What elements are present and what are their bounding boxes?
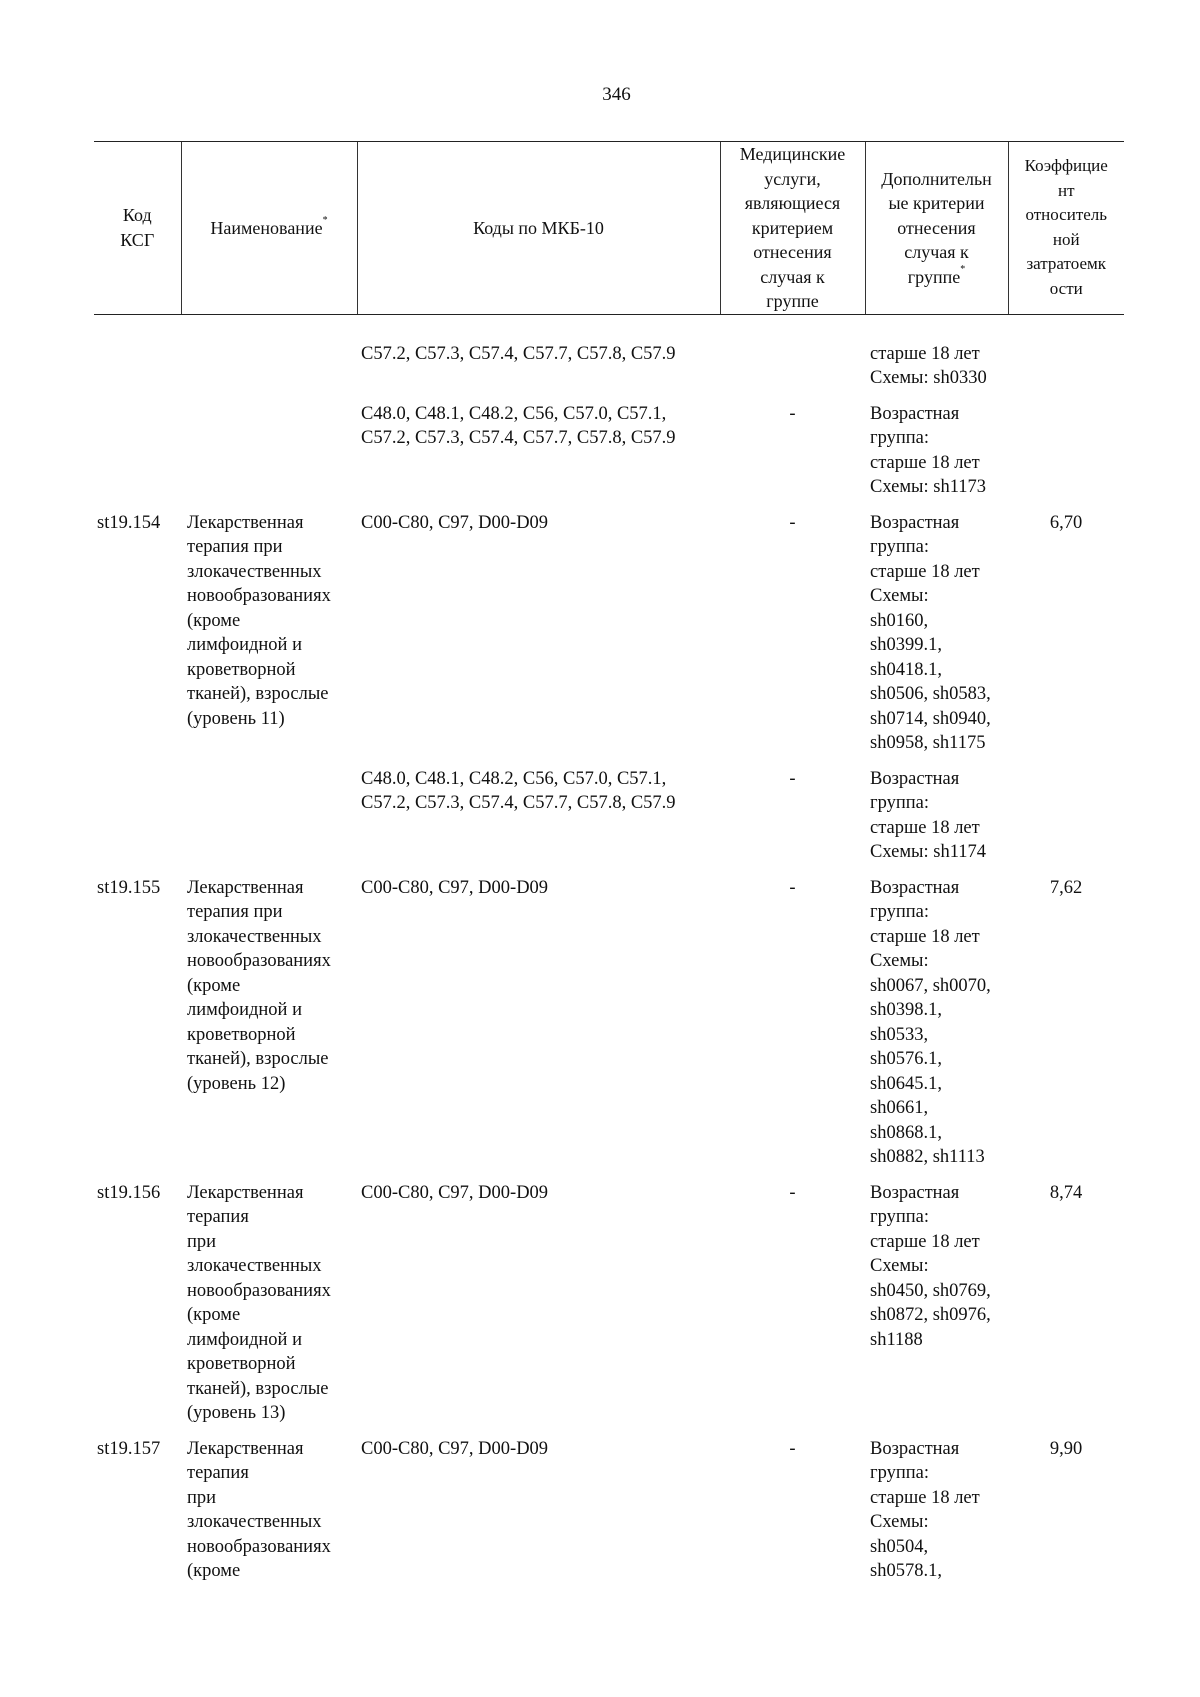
header-mkb-codes: Коды по МКБ-10 <box>357 142 720 315</box>
ksg-name-cell: Лекарственная терапия при злокачественных новообразованиях (кроме лимфоидной и кроветворной тканей), взрослые (уровень 13) <box>187 1182 331 1423</box>
mkb-codes-cell: C00-C80, C97, D00-D09 <box>361 1438 549 1459</box>
table-header <box>94 142 1124 315</box>
criteria-cell: Возрастная группа: старше 18 лет Схемы: sh0160, sh0399.1, sh0418.1, sh0506, sh0583, sh0714, sh0940, sh0958, sh1175 <box>870 512 991 753</box>
mkb-codes-cell: C48.0, C48.1, C48.2, C56, C57.0, C57.1, C57.2, C57.3, C57.4, C57.7, C57.8, C57.9 <box>361 403 676 448</box>
coefficient-cell <box>1008 767 1124 876</box>
mkb-codes-cell: C48.0, C48.1, C48.2, C56, C57.0, C57.1, C57.2, C57.3, C57.4, C57.7, C57.8, C57.9 <box>361 768 676 813</box>
ksg-code-cell: st19.154 <box>97 512 161 533</box>
criteria-cell: Возрастная группа: старше 18 лет Схемы: sh0067, sh0070, sh0398.1, sh0533, sh0576.1, sh0645.1, sh0661, sh0868.1, sh0882, sh1113 <box>870 877 991 1167</box>
table-row <box>94 402 1124 511</box>
mkb-codes-cell: C00-C80, C97, D00-D09 <box>361 1182 549 1203</box>
coefficient-cell: 8,74 <box>1049 1182 1083 1203</box>
services-cell: - <box>789 403 796 424</box>
criteria-cell: Возрастная группа: старше 18 лет Схемы: sh0450, sh0769, sh0872, sh0976, sh1188 <box>870 1182 991 1350</box>
ksg-name-cell <box>181 402 357 511</box>
header-name: Наименование* <box>181 142 357 315</box>
table-row <box>94 314 1124 402</box>
table-row <box>94 511 1124 767</box>
criteria-cell: старше 18 лет Схемы: sh0330 <box>870 343 987 388</box>
header-coefficient: Коэффицие нт относитель ной затратоемк ости <box>1008 142 1124 315</box>
coefficient-cell: 7,62 <box>1049 877 1083 898</box>
table-row <box>94 1437 1124 1595</box>
ksg-name-cell <box>181 314 357 402</box>
ksg-code-cell <box>94 402 181 511</box>
header-additional-criteria: Дополнительн ые критерии отнесения случая к группе* <box>865 142 1008 315</box>
services-cell: - <box>789 1438 796 1459</box>
mkb-codes-cell: C00-C80, C97, D00-D09 <box>361 877 549 898</box>
ksg-name-cell <box>181 767 357 876</box>
ksg-code-cell <box>94 767 181 876</box>
header-medical-services: Медицинские услуги, являющиеся критерием отнесения случая к группе <box>720 142 865 315</box>
header-code-ksg: Код КСГ <box>94 142 181 315</box>
ksg-code-cell: st19.157 <box>97 1438 161 1459</box>
table-body <box>94 314 1124 1595</box>
coefficient-cell <box>1008 314 1124 402</box>
page-number: 346 <box>602 84 631 105</box>
table-row <box>94 876 1124 1181</box>
footnote-mark: * <box>322 214 328 226</box>
criteria-cell: Возрастная группа: старше 18 лет Схемы: sh0504, sh0578.1, <box>870 1438 980 1581</box>
footnote-mark: * <box>960 263 966 275</box>
table-row <box>94 767 1124 876</box>
criteria-cell: Возрастная группа: старше 18 лет Схемы: sh1174 <box>870 768 987 862</box>
criteria-cell: Возрастная группа: старше 18 лет Схемы: sh1173 <box>870 403 987 497</box>
ksg-name-cell: Лекарственная терапия при злокачественных новообразованиях (кроме лимфоидной и кроветворной тканей), взрослые (уровень 12) <box>187 877 331 1094</box>
coefficient-cell: 6,70 <box>1049 512 1083 533</box>
services-cell <box>720 314 865 402</box>
services-cell: - <box>789 877 796 898</box>
coefficient-cell <box>1008 402 1124 511</box>
ksg-code-cell: st19.156 <box>97 1182 161 1203</box>
services-cell: - <box>789 512 796 533</box>
coefficient-cell: 9,90 <box>1049 1438 1083 1459</box>
ksg-code-cell <box>94 314 181 402</box>
ksg-name-cell: Лекарственная терапия при злокачественных новообразованиях (кроме лимфоидной и кроветворной тканей), взрослые (уровень 11) <box>187 512 331 729</box>
table-row <box>94 1181 1124 1437</box>
mkb-codes-cell: C00-C80, C97, D00-D09 <box>361 512 549 533</box>
mkb-codes-cell: C57.2, C57.3, C57.4, C57.7, C57.8, C57.9 <box>361 343 676 364</box>
ksg-name-cell: Лекарственная терапия при злокачественных новообразованиях (кроме <box>187 1438 331 1581</box>
ksg-code-cell: st19.155 <box>97 877 161 898</box>
ksg-table <box>94 141 1124 1595</box>
services-cell: - <box>789 1182 796 1203</box>
services-cell: - <box>789 768 796 789</box>
